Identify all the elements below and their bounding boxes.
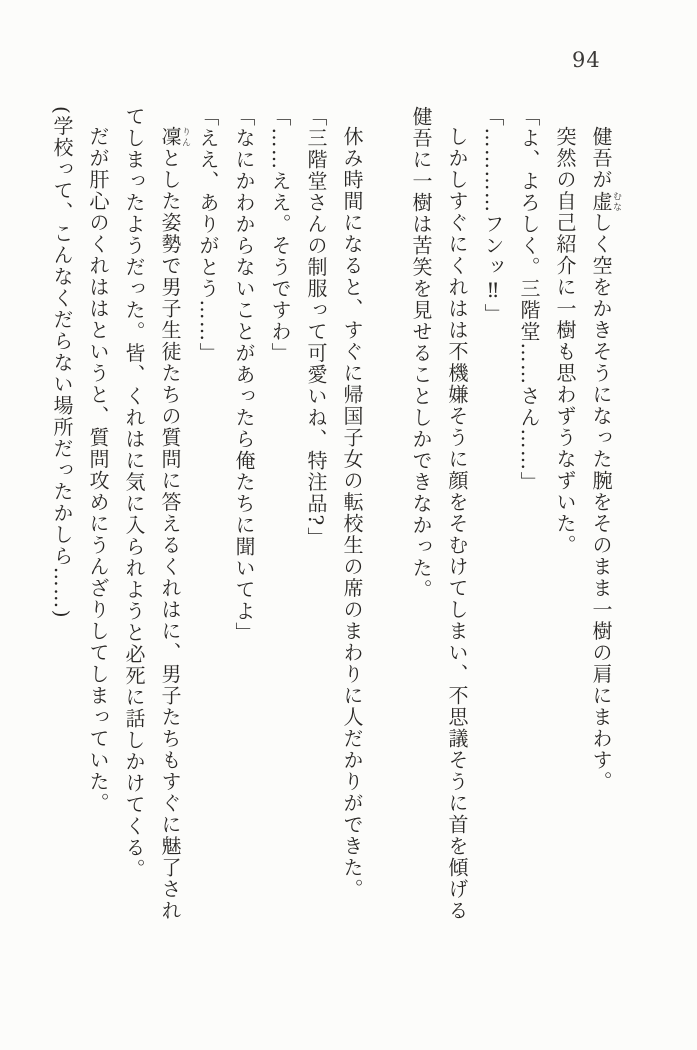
- paragraph-narration: だが肝心のくれははというと、質問攻めにうんざりしてしまっていた。: [86, 126, 110, 814]
- ruby-base: 虚むな: [589, 190, 621, 212]
- text-body: [44, 106, 621, 924]
- furigana: むな: [611, 190, 621, 212]
- paragraph-dialogue: 「なにかわからないことがあったら俺たちに聞いてよ」: [232, 106, 256, 644]
- furigana: りん: [180, 126, 190, 148]
- paragraph-dialogue: 「三階堂さんの制服って可愛いね、特注品?」: [304, 106, 328, 549]
- paragraph-dialogue: 「…………フンッ‼」: [481, 106, 505, 325]
- paragraph-dialogue: 「……ええ。そうですわ」: [268, 106, 292, 364]
- page-number: 94: [572, 48, 601, 72]
- ruby-base: 凜りん: [158, 126, 190, 148]
- text-section: [403, 106, 621, 924]
- paragraph-thought: (学校って、こんなくだらない場所だったかしら……): [50, 106, 74, 620]
- paragraph-narration: 休み時間になると、すぐに帰国子女の転校生の席のまわりに人だかりができた。: [340, 126, 364, 900]
- paragraph-dialogue: 「ええ、ありがとう……」: [196, 106, 220, 364]
- text-section: [44, 106, 370, 924]
- paragraph-dialogue: 「よ、よろしく。三階堂……さん……」: [517, 106, 541, 493]
- paragraph-narration: 健吾が虚むなしく空をかきそうになった腕をそのまま一樹の肩にまわす。: [589, 126, 621, 793]
- paragraph-narration: 突然の自己紹介に一樹も思わずうなずいた。: [553, 126, 577, 556]
- paragraph-narration: しかしすぐにくれはは不機嫌そうに顔をそむけてしまい、不思議そうに首を傾げる健吾に一樹は苦笑を見せることしかできなかった。: [409, 106, 469, 922]
- paragraph-narration: 凜りんとした姿勢で男子生徒たちの質問に答えるくれはに、男子たちもすぐに魅了されてしまったようだった。皆、くれはに気に入られようと必死に話しかけてくる。: [122, 106, 190, 922]
